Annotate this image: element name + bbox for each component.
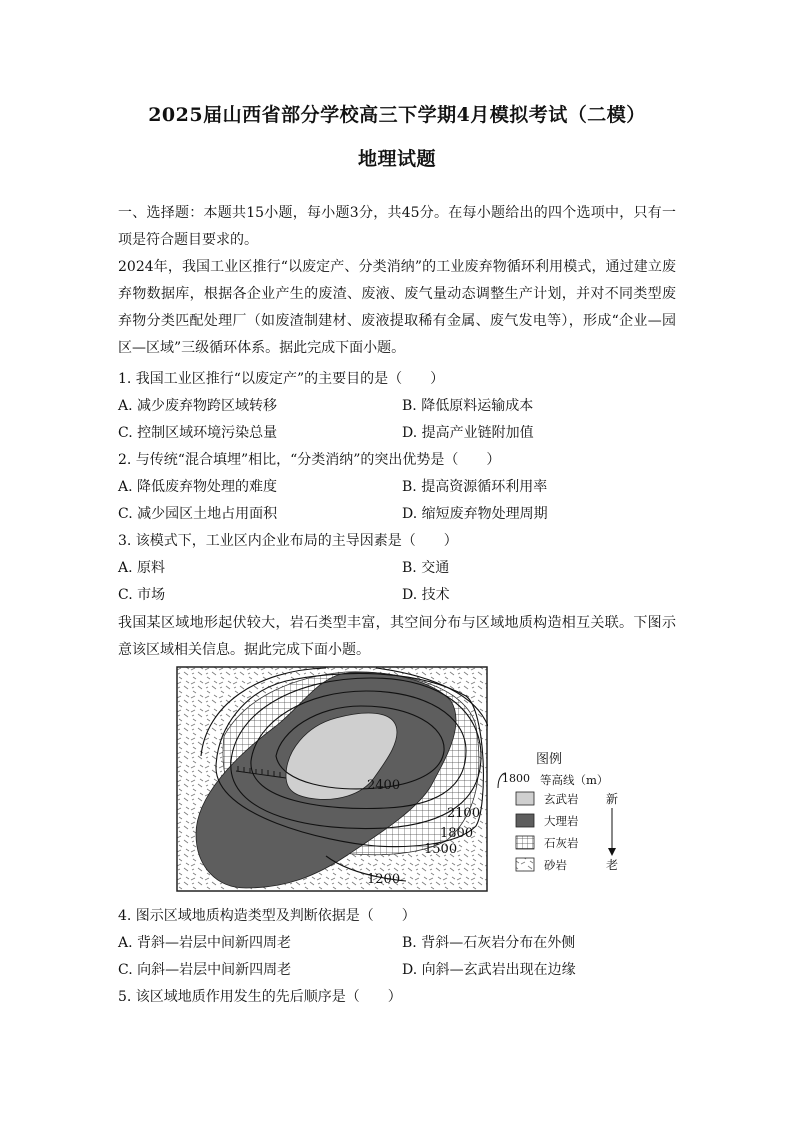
age-old-label: 老	[606, 858, 619, 872]
legend-item-limestone: 石灰岩	[544, 836, 579, 850]
question-3-stem: 3. 该模式下，工业区内企业布局的主导因素是（ ）	[118, 533, 458, 549]
map-legend	[492, 748, 642, 878]
q1-option-c[interactable]: C. 控制区域环境污染总量	[118, 425, 278, 441]
legend-title: 图例	[536, 752, 563, 767]
q3-option-c[interactable]: C. 市场	[118, 587, 166, 603]
limestone-swatch	[516, 836, 534, 849]
q4-option-c[interactable]: C. 向斜—岩层中间新四周老	[118, 962, 292, 978]
contour-label-1500: 1500	[424, 842, 458, 857]
legend-contour-label: 等高线（m）	[540, 773, 609, 787]
exam-subtitle: 地理试题	[357, 148, 436, 170]
question-1-stem: 1. 我国工业区推行“以废定产”的主要目的是（ ）	[118, 371, 445, 387]
section-instructions: 一、选择题：本题共15小题，每小题3分，共45分。在每小题给出的四个选项中，只有一项是符合题目要求的。	[118, 205, 676, 248]
q4-option-d[interactable]: D. 向斜—玄武岩出现在边缘	[402, 962, 576, 978]
q4-option-a[interactable]: A. 背斜—岩层中间新四周老	[118, 935, 292, 951]
legend-item-basalt: 玄武岩	[544, 792, 579, 806]
question-5-stem: 5. 该区域地质作用发生的先后顺序是（ ）	[118, 989, 402, 1005]
q1-option-b[interactable]: B. 降低原料运输成本	[402, 398, 534, 414]
q4-option-b[interactable]: B. 背斜—石灰岩分布在外侧	[402, 935, 576, 951]
sandstone-swatch	[516, 858, 534, 871]
arrow-down-icon	[608, 848, 616, 856]
q2-option-a[interactable]: A. 降低废弃物处理的难度	[118, 479, 278, 495]
passage-2: 我国某区域地形起伏较大，岩石类型丰富，其空间分布与区域地质构造相互关联。下图示意该区域相关信息。据此完成下面小题。	[118, 615, 676, 658]
question-4-stem: 4. 图示区域地质构造类型及判断依据是（ ）	[118, 908, 416, 924]
marble-swatch	[516, 814, 534, 827]
exam-title: 2025届山西省部分学校高三下学期4月模拟考试（二模）	[148, 104, 646, 126]
legend-contour-value: 1800	[502, 772, 530, 785]
contour-label-1800: 1800	[440, 826, 474, 841]
q1-option-d[interactable]: D. 提高产业链附加值	[402, 425, 534, 441]
q2-option-d[interactable]: D. 缩短废弃物处理周期	[402, 506, 548, 522]
question-2-stem: 2. 与传统“混合填埋”相比，“分类消纳”的突出优势是（ ）	[118, 452, 501, 468]
q2-option-b[interactable]: B. 提高资源循环利用率	[402, 479, 548, 495]
contour-label-1200: 1200	[367, 872, 401, 887]
contour-label-2100: 2100	[447, 806, 481, 821]
legend-item-sandstone: 砂岩	[544, 858, 567, 872]
geologic-map	[176, 666, 488, 892]
q2-option-c[interactable]: C. 减少园区土地占用面积	[118, 506, 278, 522]
basalt-swatch	[516, 792, 534, 805]
q3-option-d[interactable]: D. 技术	[402, 587, 450, 603]
legend-item-marble: 大理岩	[544, 814, 579, 828]
q3-option-b[interactable]: B. 交通	[402, 560, 450, 576]
q1-option-a[interactable]: A. 减少废弃物跨区域转移	[118, 398, 278, 414]
passage-1: 2024年，我国工业区推行“以废定产、分类消纳”的工业废弃物循环利用模式，通过建立废弃物数据库，根据各企业产生的废渣、废液、废气量动态调整生产计划，并对不同类型废弃物分类匹配处理厂（如废渣制建材、废液提取稀有金属、废气发电等），形成“企业—园区—区域”三级循环体系。据此完成下面小题。	[118, 259, 676, 356]
q3-option-a[interactable]: A. 原料	[118, 560, 166, 576]
contour-label-2400: 2400	[367, 778, 401, 793]
age-new-label: 新	[606, 792, 619, 806]
